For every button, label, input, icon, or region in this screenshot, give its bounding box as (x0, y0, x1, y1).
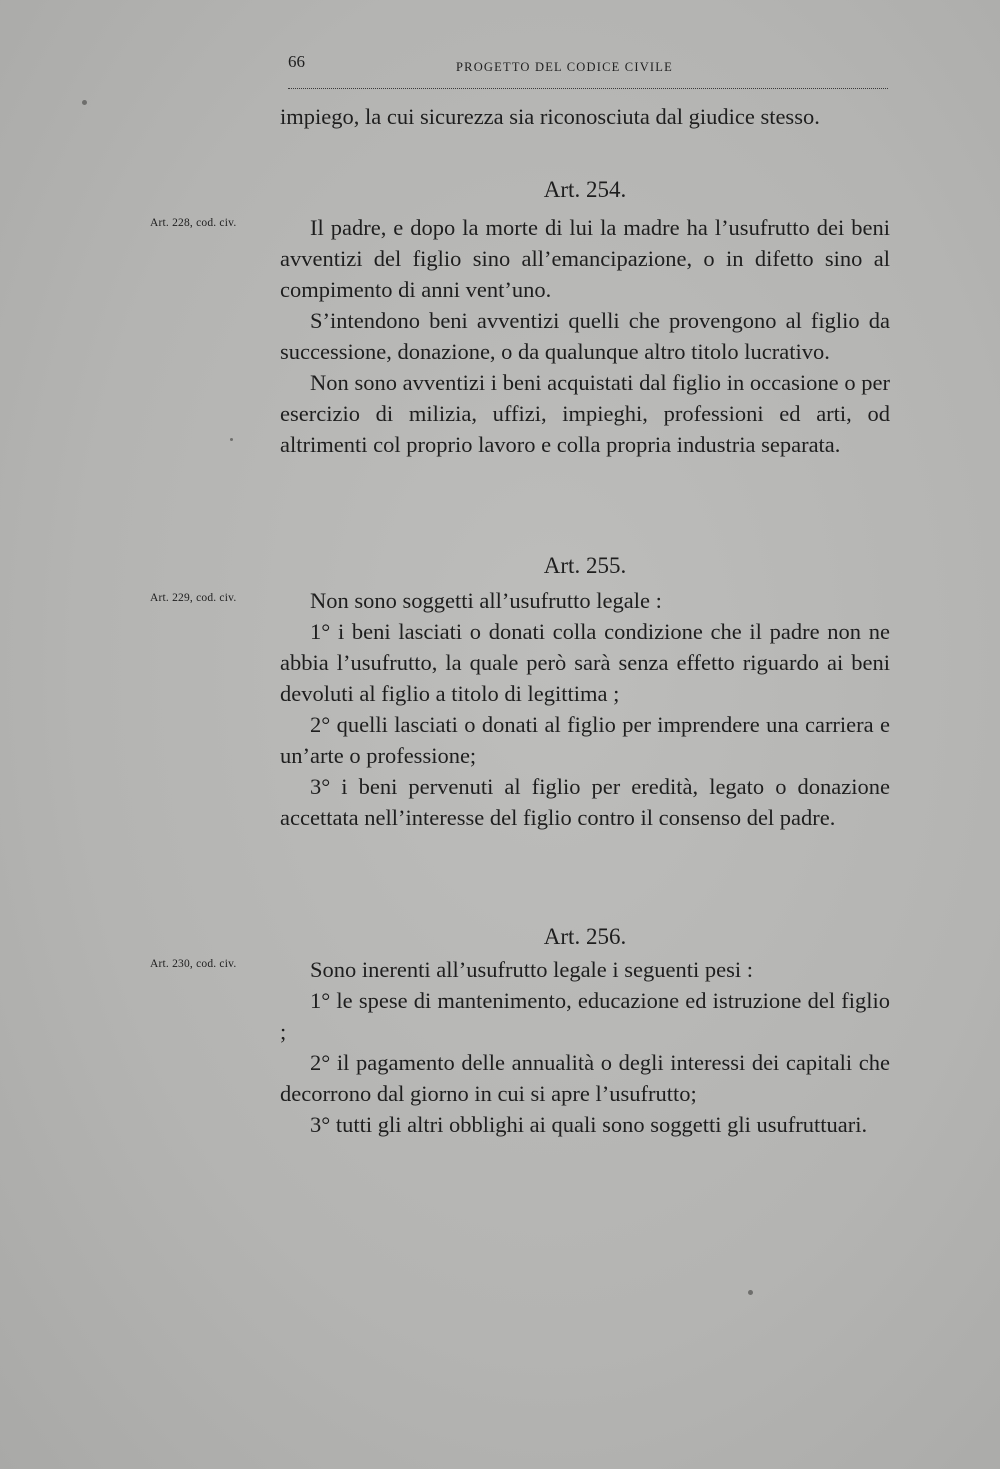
page-number: 66 (288, 52, 305, 71)
article-254-paragraph-2: S’intendono beni avventizi quelli che provengono al figlio da successione, donazione, o da qualunque altro titolo lucrativo. (280, 308, 890, 364)
page-header (288, 52, 888, 89)
article-254-heading: Art. 254. (543, 177, 627, 202)
article-255-body (280, 585, 890, 833)
paper-speck (230, 438, 233, 441)
article-256-heading: Art. 256. (543, 924, 627, 949)
article-256-margin-note: Art. 230, cod. civ. (150, 958, 237, 970)
article-256-item-3: 3° tutti gli altri obblighi ai quali sono soggetti gli usufruttuari. (310, 1112, 868, 1137)
article-256-item-2: 2° il pagamento delle annualità o degli interessi dei capitali che decorrono dal giorno in cui si apre l’usufrutto; (280, 1050, 890, 1106)
article-255-item-1: 1° i beni lasciati o donati colla condizione che il padre non ne abbia l’usufrutto, la quale però sarà senza effetto riguardo ai beni devoluti al figlio a titolo di legittima ; (280, 619, 890, 706)
article-254-margin-note: Art. 228, cod. civ. (150, 217, 237, 229)
article-255-margin-note: Art. 229, cod. civ. (150, 592, 237, 604)
paper-speck (82, 100, 87, 105)
article-254-paragraph-1: Il padre, e dopo la morte di lui la madre ha l’usufrutto dei beni avventizi del figlio sino all’emancipazione, o in difetto sino al compimento di anni vent’uno. (280, 215, 890, 302)
article-255-heading: Art. 255. (543, 553, 627, 578)
article-254-body (280, 212, 890, 460)
continuation-block (280, 101, 890, 132)
article-255-item-3: 3° i beni pervenuti al figlio per eredità, legato o donazione accettata nell’interesse del figlio contro il consenso del padre. (280, 774, 890, 830)
article-256-body (280, 954, 890, 1140)
article-255-paragraph-1: Non sono soggetti all’usufrutto legale : (310, 588, 662, 613)
running-title: PROGETTO DEL CODICE CIVILE (456, 60, 673, 74)
article-255-item-2: 2° quelli lasciati o donati al figlio per imprendere una carriera e un’arte o professione; (280, 712, 890, 768)
article-256-item-1: 1° le spese di mantenimento, educazione ed istruzione del figlio ; (280, 988, 890, 1044)
article-256-paragraph-1: Sono inerenti all’usufrutto legale i seguenti pesi : (310, 957, 754, 982)
continuation-paragraph: impiego, la cui sicurezza sia riconosciuta dal giudice stesso. (280, 104, 820, 129)
paper-speck (748, 1290, 753, 1295)
article-254-paragraph-3: Non sono avventizi i beni acquistati dal figlio in occasione o per esercizio di milizia, uffizi, impieghi, professioni ed arti, od altrimenti col proprio lavoro e colla propria industria separata. (280, 370, 890, 457)
